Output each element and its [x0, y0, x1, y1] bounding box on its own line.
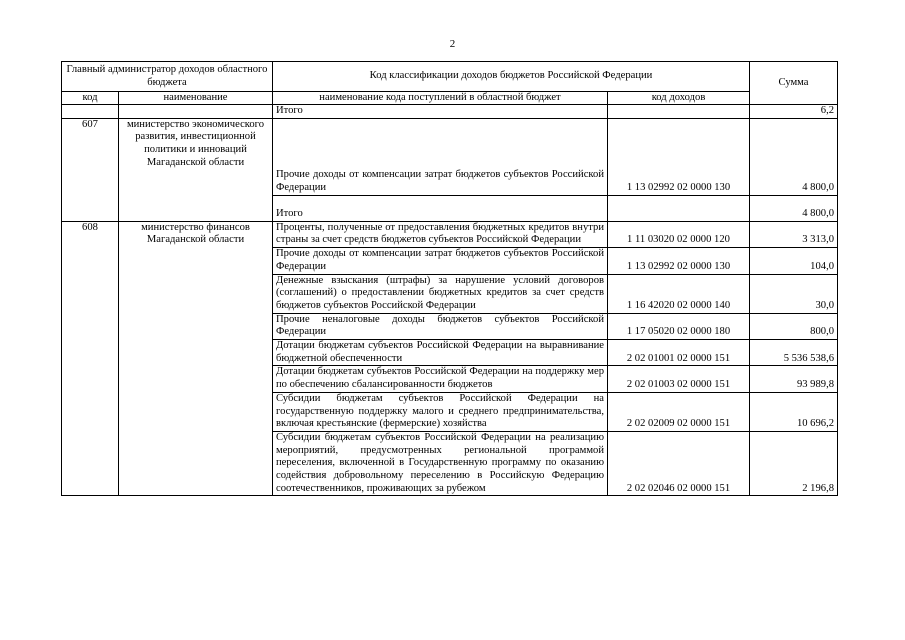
- receipt-name: Дотации бюджетам субъектов Российской Федерации на выравнивание бюджетной обеспеченности: [273, 340, 608, 366]
- receipt-name: Денежные взыскания (штрафы) за нарушение условий договоров (соглашений) о предоставлении бюджетных кредитов за счет средств бюджетов субъектов Российской Федерации: [273, 274, 608, 313]
- revenue-table: [61, 61, 838, 496]
- total-sum: 6,2: [750, 105, 838, 119]
- admin-name: министерство финансов Магаданской области: [119, 221, 273, 496]
- page-number: 2: [449, 38, 456, 50]
- income-code: 1 11 03020 02 0000 120: [608, 221, 750, 247]
- income-code: 1 13 02992 02 0000 130: [608, 248, 750, 274]
- sum-value: 3 313,0: [750, 221, 838, 247]
- income-code: 2 02 02046 02 0000 151: [608, 431, 750, 496]
- header-receipt-name: наименование кода поступлений в областной бюджет: [273, 92, 608, 105]
- sum-value: 93 989,8: [750, 366, 838, 392]
- sum-value: 104,0: [750, 248, 838, 274]
- receipt-name: Прочие доходы от компенсации затрат бюджетов субъектов Российской Федерации: [273, 248, 608, 274]
- receipt-name: Прочие неналоговые доходы бюджетов субъектов Российской Федерации: [273, 313, 608, 339]
- receipt-name: Субсидии бюджетам субъектов Российской Федерации на государственную поддержку малого и среднего предпринимательства, включая крестьянские (фермерские) хозяйства: [273, 392, 608, 431]
- receipt-name: Проценты, полученные от предоставления бюджетных кредитов внутри страны за счет средств бюджетов субъектов Российской Федерации: [273, 221, 608, 247]
- income-code: 1 13 02992 02 0000 130: [608, 118, 750, 195]
- header-name: наименование: [119, 92, 273, 105]
- table-subheader-row: [62, 92, 838, 105]
- sum-value: 800,0: [750, 313, 838, 339]
- admin-code: 607: [62, 118, 119, 221]
- receipt-name: Дотации бюджетам субъектов Российской Федерации на поддержку мер по обеспечению сбалансированности бюджетов: [273, 366, 608, 392]
- total-sum: 4 800,0: [750, 195, 838, 221]
- sum-value: 4 800,0: [750, 118, 838, 195]
- header-admin-group: Главный администратор доходов областного бюджета: [62, 62, 273, 92]
- header-income-code: код доходов: [608, 92, 750, 105]
- receipt-name: Субсидии бюджетам субъектов Российской Федерации на реализацию мероприятий, предусмотренных региональной программой переселения, включенной в Государственную программу по оказанию содействия добровольному переселению в Российскую Федерацию соотечественников, проживающих за рубежом: [273, 431, 608, 496]
- income-code: 2 02 01003 02 0000 151: [608, 366, 750, 392]
- income-code: 1 16 42020 02 0000 140: [608, 274, 750, 313]
- table-row: [62, 118, 838, 195]
- sum-value: 2 196,8: [750, 431, 838, 496]
- table-header-row: [62, 62, 838, 92]
- admin-name: министерство экономического развития, инвестиционной политики и инноваций Магаданской области: [119, 118, 273, 221]
- income-code: 1 17 05020 02 0000 180: [608, 313, 750, 339]
- sum-value: 10 696,2: [750, 392, 838, 431]
- income-code: 2 02 02009 02 0000 151: [608, 392, 750, 431]
- admin-code: 608: [62, 221, 119, 496]
- total-label: Итого: [273, 105, 608, 119]
- sum-value: 30,0: [750, 274, 838, 313]
- header-sum: Сумма: [750, 62, 838, 105]
- table-row: [62, 221, 838, 247]
- total-label: Итого: [273, 195, 608, 221]
- header-classification-group: Код классификации доходов бюджетов Российской Федерации: [273, 62, 750, 92]
- table-row-total: [62, 105, 838, 119]
- income-code: 2 02 01001 02 0000 151: [608, 340, 750, 366]
- sum-value: 5 536 538,6: [750, 340, 838, 366]
- header-code: код: [62, 92, 119, 105]
- receipt-name: Прочие доходы от компенсации затрат бюджетов субъектов Российской Федерации: [273, 118, 608, 195]
